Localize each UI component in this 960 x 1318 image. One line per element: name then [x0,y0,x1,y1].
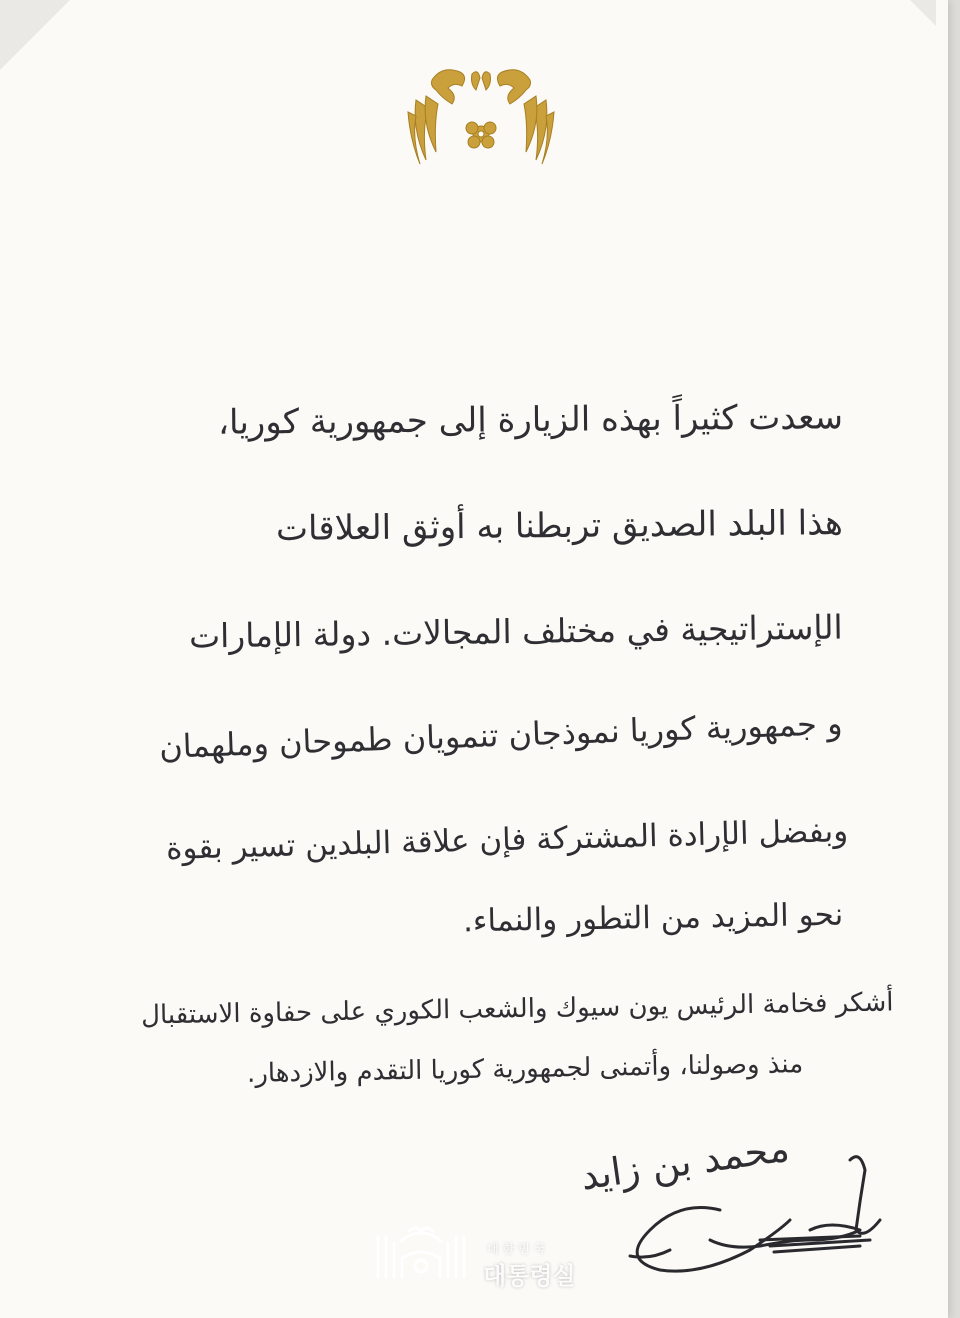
watermark-line1: 대한민국 [487,1242,550,1256]
letter-line: وبفضل الإرادة المشتركة فإن علاقة البلدين تسير بقوة [165,813,849,867]
letter-line: و جمهورية كوريا نموذجان تنمويان طموحان وملهمان [158,704,844,766]
page-corner-fold [0,0,70,70]
watermark-line2: 대통령실 [483,1262,576,1290]
page-corner-fold [910,0,936,26]
letter-line: الإستراتيجية في مختلف المجالات. دولة الإمارات [189,607,844,656]
letter-line: سعدت كثيراً بهذه الزيارة إلى جمهورية كوريا، [217,397,844,443]
phoenix-emblem-icon [402,60,560,172]
letter-line: هذا البلد الصديق تربطنا به أوثق العلاقات [275,503,844,549]
letter-line: أشكر فخامة الرئيس يون سيوك والشعب الكوري على حفاوة الاستقبال [140,987,894,1031]
letter-line: منذ وصولنا، وأتمنى لجمهورية كوريا التقدم والازدهار. [246,1049,804,1089]
signature-scribble [560,1090,890,1290]
signature-name: محمد بن زايد [577,1125,792,1199]
letter-body [0,390,948,1150]
letter-line: نحو المزيد من التطور والنماء. [462,896,844,940]
